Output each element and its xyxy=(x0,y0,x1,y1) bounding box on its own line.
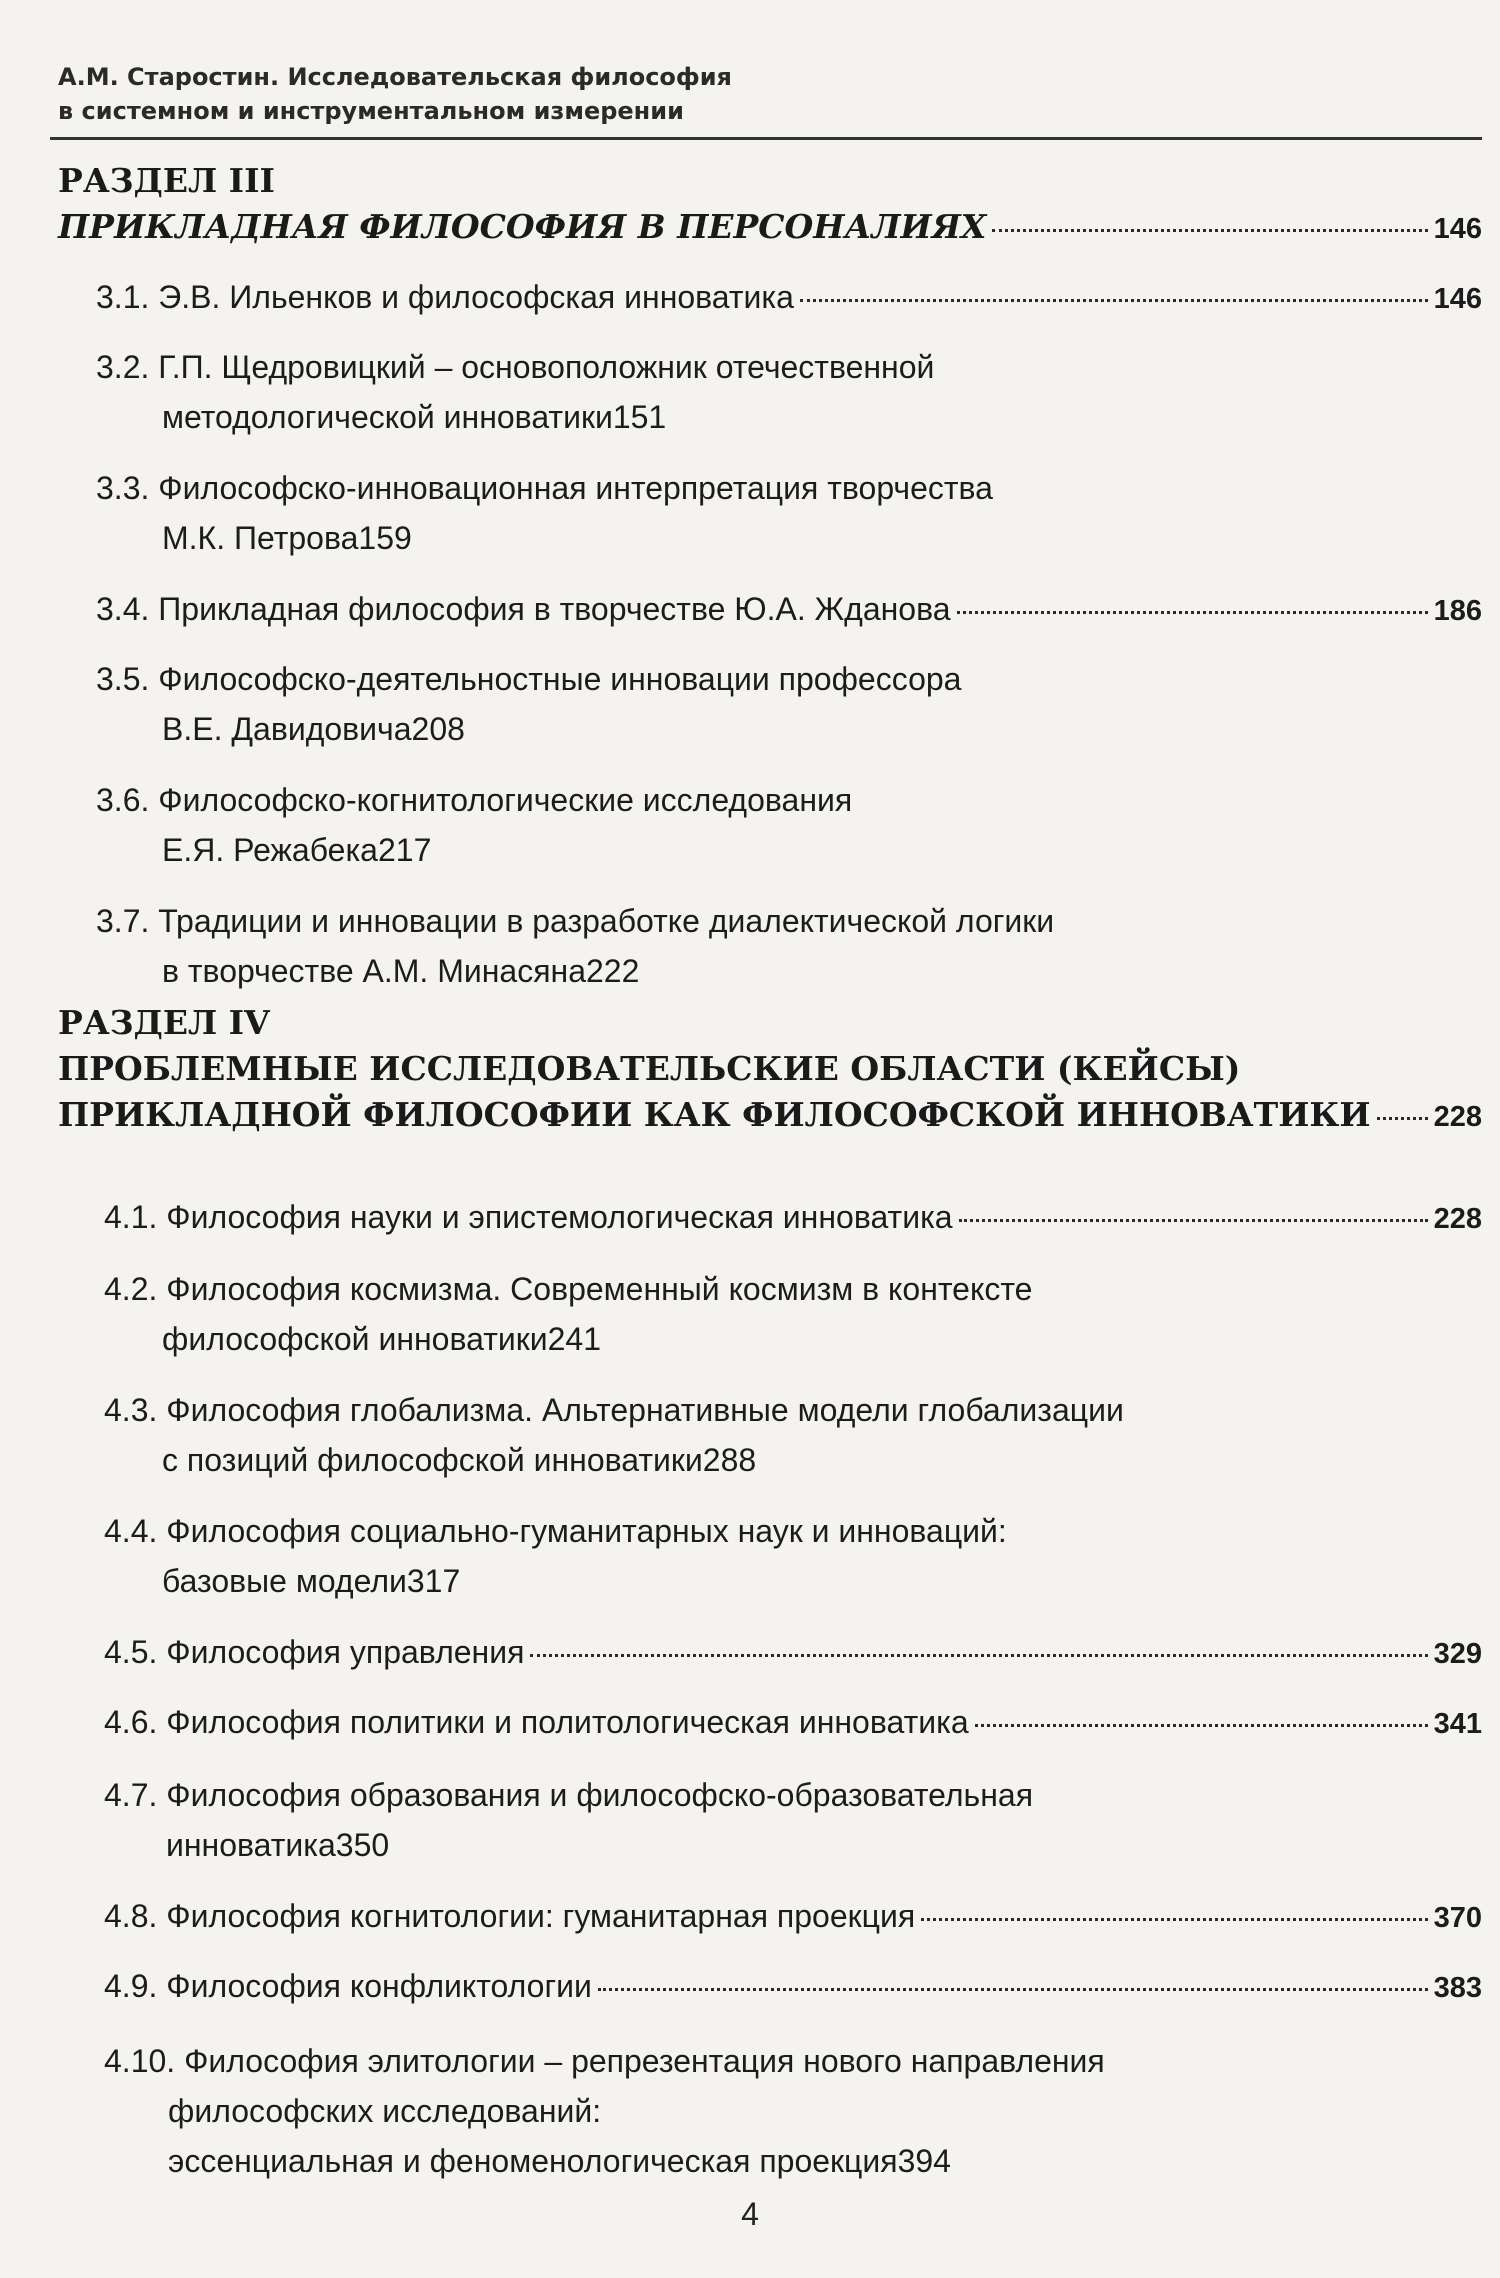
entry-page: 151 xyxy=(612,399,667,435)
entry-page: 208 xyxy=(411,711,465,747)
entry-title: Философия когнитологии: гуманитарная проекция xyxy=(166,1898,916,1934)
page-number: 4 xyxy=(741,2196,759,2232)
section-4-heading[interactable] xyxy=(58,1000,1482,1140)
entry-number: 4.9. xyxy=(104,1968,158,2004)
section-4-title-line-1: ПРОБЛЕМНЫЕ ИССЛЕДОВАТЕЛЬСКИЕ ОБЛАСТИ (КЕЙСЫ) xyxy=(58,1049,1241,1088)
entry-title: Философско-инновационная интерпретация творчества xyxy=(158,470,993,506)
section-3-label: РАЗДЕЛ III xyxy=(58,161,275,200)
entry-title: Философско-когнитологические исследования xyxy=(158,782,853,818)
entry-title-continued: М.К. Петрова xyxy=(162,520,359,556)
entry-page: 317 xyxy=(406,1563,461,1599)
toc-entry-3-6[interactable] xyxy=(96,775,1482,875)
toc-entry-4-3[interactable] xyxy=(104,1385,1482,1485)
entry-title-continued: в творчестве А.М. Минасяна xyxy=(162,953,586,989)
header-divider xyxy=(50,137,1482,140)
entry-title: Философия конфликтологии xyxy=(166,1968,592,2004)
dot-leader xyxy=(921,1918,1427,1921)
entry-number: 3.1. xyxy=(96,279,150,315)
entry-number: 4.1. xyxy=(104,1199,158,1235)
entry-page: 370 xyxy=(1433,1902,1482,1934)
section-4-page: 228 xyxy=(1433,1101,1482,1133)
entry-page: 159 xyxy=(358,520,412,556)
entry-title-continued: философской инноватики xyxy=(162,1321,548,1357)
entry-page: 383 xyxy=(1433,1972,1482,2004)
entry-title: Философия социально-гуманитарных наук и инноваций: xyxy=(166,1513,1007,1549)
header-line-1: А.М. Старостин. Исследовательская философия xyxy=(58,63,732,91)
entry-number: 4.8. xyxy=(104,1898,158,1934)
toc-entry-4-9[interactable] xyxy=(104,1961,1482,2013)
entry-title: Философия глобализма. Альтернативные модели глобализации xyxy=(166,1392,1124,1428)
entry-title: Г.П. Щедровицкий – основоположник отечественной xyxy=(158,349,935,385)
entry-title: Философия элитологии – репрезентация нового направления xyxy=(184,2043,1105,2079)
entry-number: 3.7. xyxy=(96,903,150,939)
toc-entry-3-4[interactable] xyxy=(96,584,1482,636)
toc-entry-4-6[interactable] xyxy=(104,1697,1482,1749)
entry-number: 3.6. xyxy=(96,782,150,818)
entry-number: 4.4. xyxy=(104,1513,158,1549)
section-4-title-line-2: ПРИКЛАДНОЙ ФИЛОСОФИИ КАК ФИЛОСОФСКОЙ ИННОВАТИКИ xyxy=(58,1095,1371,1134)
section-3-title: ПРИКЛАДНАЯ ФИЛОСОФИЯ В ПЕРСОНАЛИЯХ xyxy=(58,207,987,246)
entry-title: Философия управления xyxy=(166,1634,525,1670)
entry-page: 241 xyxy=(547,1321,601,1357)
entry-title-continued: В.Е. Давидовича xyxy=(162,711,412,747)
dot-leader xyxy=(957,611,1428,614)
toc-entry-4-2[interactable] xyxy=(104,1264,1482,1364)
entry-title-continued: с позиций философской инноватики xyxy=(162,1442,703,1478)
toc-entry-3-1[interactable] xyxy=(96,272,1482,324)
dot-leader xyxy=(975,1724,1428,1727)
entry-page: 350 xyxy=(335,1827,390,1863)
toc-entry-3-2[interactable] xyxy=(96,342,1482,442)
entry-page: 329 xyxy=(1433,1638,1482,1670)
toc-entry-4-1[interactable] xyxy=(104,1192,1482,1244)
entry-page: 341 xyxy=(1433,1708,1482,1740)
toc-entry-3-3[interactable] xyxy=(96,463,1482,563)
entry-page: 222 xyxy=(586,953,640,989)
running-header xyxy=(58,60,732,128)
entry-number: 4.6. xyxy=(104,1704,158,1740)
entry-title-continued: Е.Я. Режабека xyxy=(162,832,378,868)
toc-entry-3-5[interactable] xyxy=(96,654,1482,754)
toc-entry-4-5[interactable] xyxy=(104,1627,1482,1679)
toc-entry-4-8[interactable] xyxy=(104,1891,1482,1943)
entry-page: 186 xyxy=(1433,595,1482,627)
entry-number: 4.5. xyxy=(104,1634,158,1670)
entry-title: Философия космизма. Современный космизм в контексте xyxy=(166,1271,1033,1307)
entry-title-continued: эссенциальная и феноменологическая проекция xyxy=(168,2143,898,2179)
entry-title-continued: базовые модели xyxy=(162,1563,407,1599)
dot-leader xyxy=(530,1654,1427,1657)
entry-page: 228 xyxy=(1433,1203,1482,1235)
entry-title: Традиции и инновации в разработке диалектической логики xyxy=(158,903,1055,939)
entry-title-continued: философских исследований: xyxy=(168,2093,602,2129)
entry-page: 217 xyxy=(377,832,432,868)
entry-title: Э.В. Ильенков и философская инноватика xyxy=(158,279,794,315)
entry-number: 3.4. xyxy=(96,591,150,627)
entry-title-continued: методологической инноватики xyxy=(162,399,613,435)
dot-leader xyxy=(959,1219,1428,1222)
section-3-page: 146 xyxy=(1433,213,1482,245)
dot-leader xyxy=(992,229,1427,232)
toc-entry-4-7[interactable] xyxy=(104,1770,1482,1870)
entry-number: 4.2. xyxy=(104,1271,158,1307)
entry-page: 146 xyxy=(1433,283,1482,315)
toc-entry-3-7[interactable] xyxy=(96,896,1482,996)
entry-page: 394 xyxy=(897,2143,951,2179)
dot-leader xyxy=(800,299,1428,302)
entry-page: 288 xyxy=(702,1442,757,1478)
entry-title-continued: инноватика xyxy=(166,1827,336,1863)
header-line-2: в системном и инструментальном измерении xyxy=(58,97,684,125)
entry-number: 4.7. xyxy=(104,1777,158,1813)
entry-number: 3.5. xyxy=(96,661,150,697)
section-3-heading[interactable] xyxy=(58,158,1482,252)
entry-number: 3.3. xyxy=(96,470,150,506)
toc-entry-4-4[interactable] xyxy=(104,1506,1482,1606)
entry-number: 4.3. xyxy=(104,1392,158,1428)
section-4-label: РАЗДЕЛ IV xyxy=(58,1003,270,1042)
dot-leader xyxy=(1377,1117,1428,1120)
entry-title: Философия науки и эпистемологическая инноватика xyxy=(166,1199,953,1235)
toc-entry-4-10[interactable] xyxy=(104,2036,1482,2186)
entry-title: Философия политики и политологическая инноватика xyxy=(166,1704,969,1740)
entry-number: 3.2. xyxy=(96,349,150,385)
entry-number: 4.10. xyxy=(104,2043,176,2079)
dot-leader xyxy=(598,1988,1428,1991)
entry-title: Прикладная философия в творчестве Ю.А. Жданова xyxy=(158,591,951,627)
entry-title: Философия образования и философско-образовательная xyxy=(166,1777,1034,1813)
entry-title: Философско-деятельностные инновации профессора xyxy=(158,661,962,697)
